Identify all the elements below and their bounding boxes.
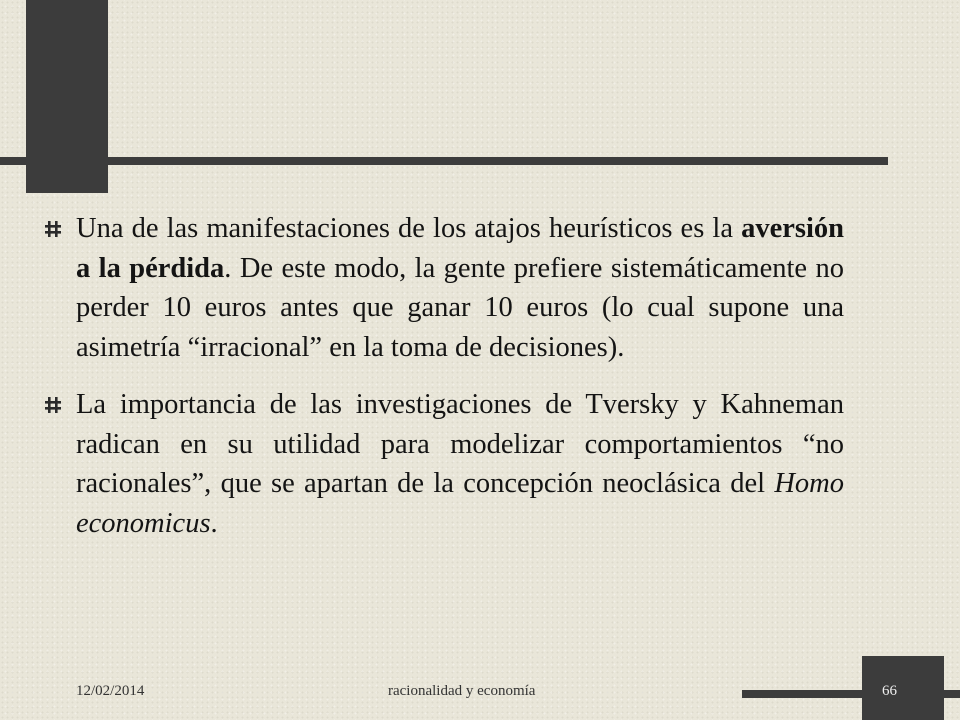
footer-title: racionalidad y economía	[388, 683, 536, 699]
hash-bullet-icon	[44, 396, 62, 414]
bullet-text: Una de las manifestaciones de los atajos heurísticos es la aversión a la pérdida. De este modo, la gente prefiere sistemáticamente no perder 10 euros antes que ganar 10 euros (lo cual supone una asimetría “irracional” en la toma de decisiones).	[76, 213, 844, 363]
bullet-text: La importancia de las investigaciones de Tversky y Kahneman radican en su utilidad para modelizar comportamientos “no racionales”, que se apartan de la concepción neoclásica del Homo economicus.	[76, 389, 844, 539]
decorative-bar-top	[0, 157, 888, 165]
page-number: 66	[882, 683, 897, 699]
bullet-item	[44, 209, 844, 367]
footer-date: 12/02/2014	[76, 683, 145, 699]
decorative-block-bottom	[862, 656, 944, 720]
hash-bullet-icon	[44, 220, 62, 238]
bullet-item	[44, 385, 844, 543]
decorative-bar-bottom	[742, 690, 960, 698]
slide-content	[44, 209, 844, 561]
